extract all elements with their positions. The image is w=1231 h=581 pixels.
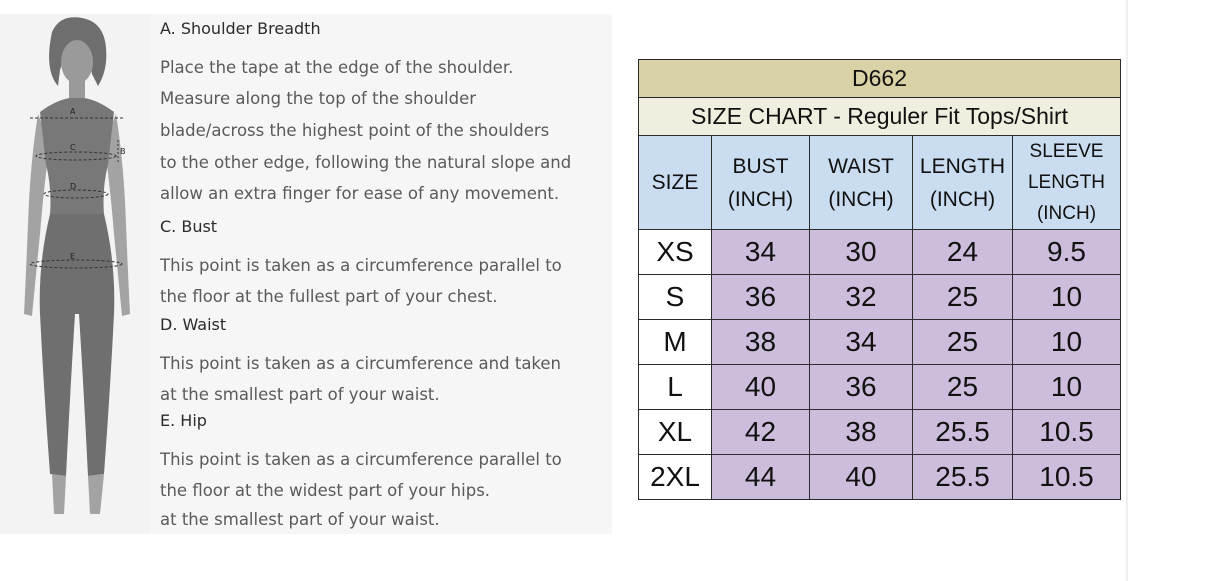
bust-cell: 44 bbox=[712, 455, 810, 500]
header-bust-unit: (INCH) bbox=[727, 187, 794, 211]
length-cell: 25.5 bbox=[913, 410, 1013, 455]
table-row bbox=[639, 455, 1121, 500]
table-row bbox=[639, 410, 1121, 455]
header-sleeve bbox=[1013, 136, 1121, 230]
body-figure bbox=[0, 14, 150, 534]
section-text: Measure along the top of the shoulder bbox=[160, 89, 477, 108]
section-text: to the other edge, following the natural slope and bbox=[160, 153, 572, 172]
label-d: D bbox=[70, 182, 77, 191]
section-text: This point is taken as a circumference parallel to bbox=[160, 256, 562, 275]
section-text: the floor at the widest part of your hips. bbox=[160, 481, 491, 500]
length-cell: 25 bbox=[913, 365, 1013, 410]
header-bust-line: BUST bbox=[732, 154, 789, 178]
length-cell: 25.5 bbox=[913, 455, 1013, 500]
header-sleeve-line2: LENGTH bbox=[1027, 172, 1106, 193]
label-e: E bbox=[70, 252, 76, 261]
body-silhouette-icon bbox=[0, 14, 150, 534]
chart-code-row bbox=[639, 60, 1121, 98]
sleeve-cell: 10 bbox=[1013, 275, 1121, 320]
chart-title: SIZE CHART - Reguler Fit Tops/Shirt bbox=[639, 98, 1121, 136]
bust-cell: 38 bbox=[712, 320, 810, 365]
size-cell: S bbox=[639, 275, 712, 320]
table-row bbox=[639, 275, 1121, 320]
table-row bbox=[639, 365, 1121, 410]
header-length-unit: (INCH) bbox=[929, 187, 996, 211]
header-waist-line: WAIST bbox=[828, 154, 894, 178]
header-waist bbox=[810, 136, 913, 230]
header-bust bbox=[712, 136, 810, 230]
sleeve-cell: 10 bbox=[1013, 320, 1121, 365]
size-chart-table bbox=[638, 59, 1121, 500]
size-cell: M bbox=[639, 320, 712, 365]
sleeve-cell: 10.5 bbox=[1013, 455, 1121, 500]
bust-cell: 42 bbox=[712, 410, 810, 455]
table-row bbox=[639, 320, 1121, 365]
length-cell: 24 bbox=[913, 230, 1013, 275]
measurement-guide-panel bbox=[0, 14, 612, 534]
section-heading: D. Waist bbox=[160, 315, 227, 334]
sleeve-cell: 9.5 bbox=[1013, 230, 1121, 275]
size-cell: L bbox=[639, 365, 712, 410]
header-length bbox=[913, 136, 1013, 230]
section-text: This point is taken as a circumference and taken bbox=[160, 354, 562, 373]
section-text: blade/across the highest point of the shoulders bbox=[160, 121, 550, 140]
table-row bbox=[639, 230, 1121, 275]
section-text: This point is taken as a circumference parallel to bbox=[160, 450, 562, 469]
header-sleeve-line1: SLEEVE bbox=[1029, 141, 1104, 162]
waist-cell: 34 bbox=[810, 320, 913, 365]
label-b: B bbox=[120, 147, 126, 156]
section-heading: C. Bust bbox=[160, 217, 218, 236]
label-c: C bbox=[70, 143, 76, 152]
waist-cell: 32 bbox=[810, 275, 913, 320]
header-sleeve-unit: (INCH) bbox=[1036, 203, 1097, 224]
header-row bbox=[639, 136, 1121, 230]
size-cell: XS bbox=[639, 230, 712, 275]
waist-cell: 40 bbox=[810, 455, 913, 500]
label-a: A bbox=[70, 107, 76, 116]
length-cell: 25 bbox=[913, 275, 1013, 320]
section-text: the floor at the fullest part of your chest. bbox=[160, 287, 498, 306]
section-heading: A. Shoulder Breadth bbox=[160, 19, 321, 38]
header-size: SIZE bbox=[639, 136, 712, 230]
divider bbox=[1126, 0, 1128, 581]
size-cell: XL bbox=[639, 410, 712, 455]
section-text: Place the tape at the edge of the shoulder. bbox=[160, 58, 514, 77]
size-cell: 2XL bbox=[639, 455, 712, 500]
length-cell: 25 bbox=[913, 320, 1013, 365]
header-waist-unit: (INCH) bbox=[828, 187, 894, 211]
bust-cell: 40 bbox=[712, 365, 810, 410]
section-text: at the smallest part of your waist. bbox=[160, 510, 440, 529]
bust-cell: 36 bbox=[712, 275, 810, 320]
waist-cell: 36 bbox=[810, 365, 913, 410]
waist-cell: 38 bbox=[810, 410, 913, 455]
section-text: allow an extra finger for ease of any movement. bbox=[160, 184, 560, 203]
sleeve-cell: 10.5 bbox=[1013, 410, 1121, 455]
sleeve-cell: 10 bbox=[1013, 365, 1121, 410]
waist-cell: 30 bbox=[810, 230, 913, 275]
header-length-line: LENGTH bbox=[919, 154, 1006, 178]
product-code: D662 bbox=[639, 60, 1121, 98]
chart-title-row bbox=[639, 98, 1121, 136]
section-text: at the smallest part of your waist. bbox=[160, 385, 440, 404]
section-heading: E. Hip bbox=[160, 411, 207, 430]
bust-cell: 34 bbox=[712, 230, 810, 275]
